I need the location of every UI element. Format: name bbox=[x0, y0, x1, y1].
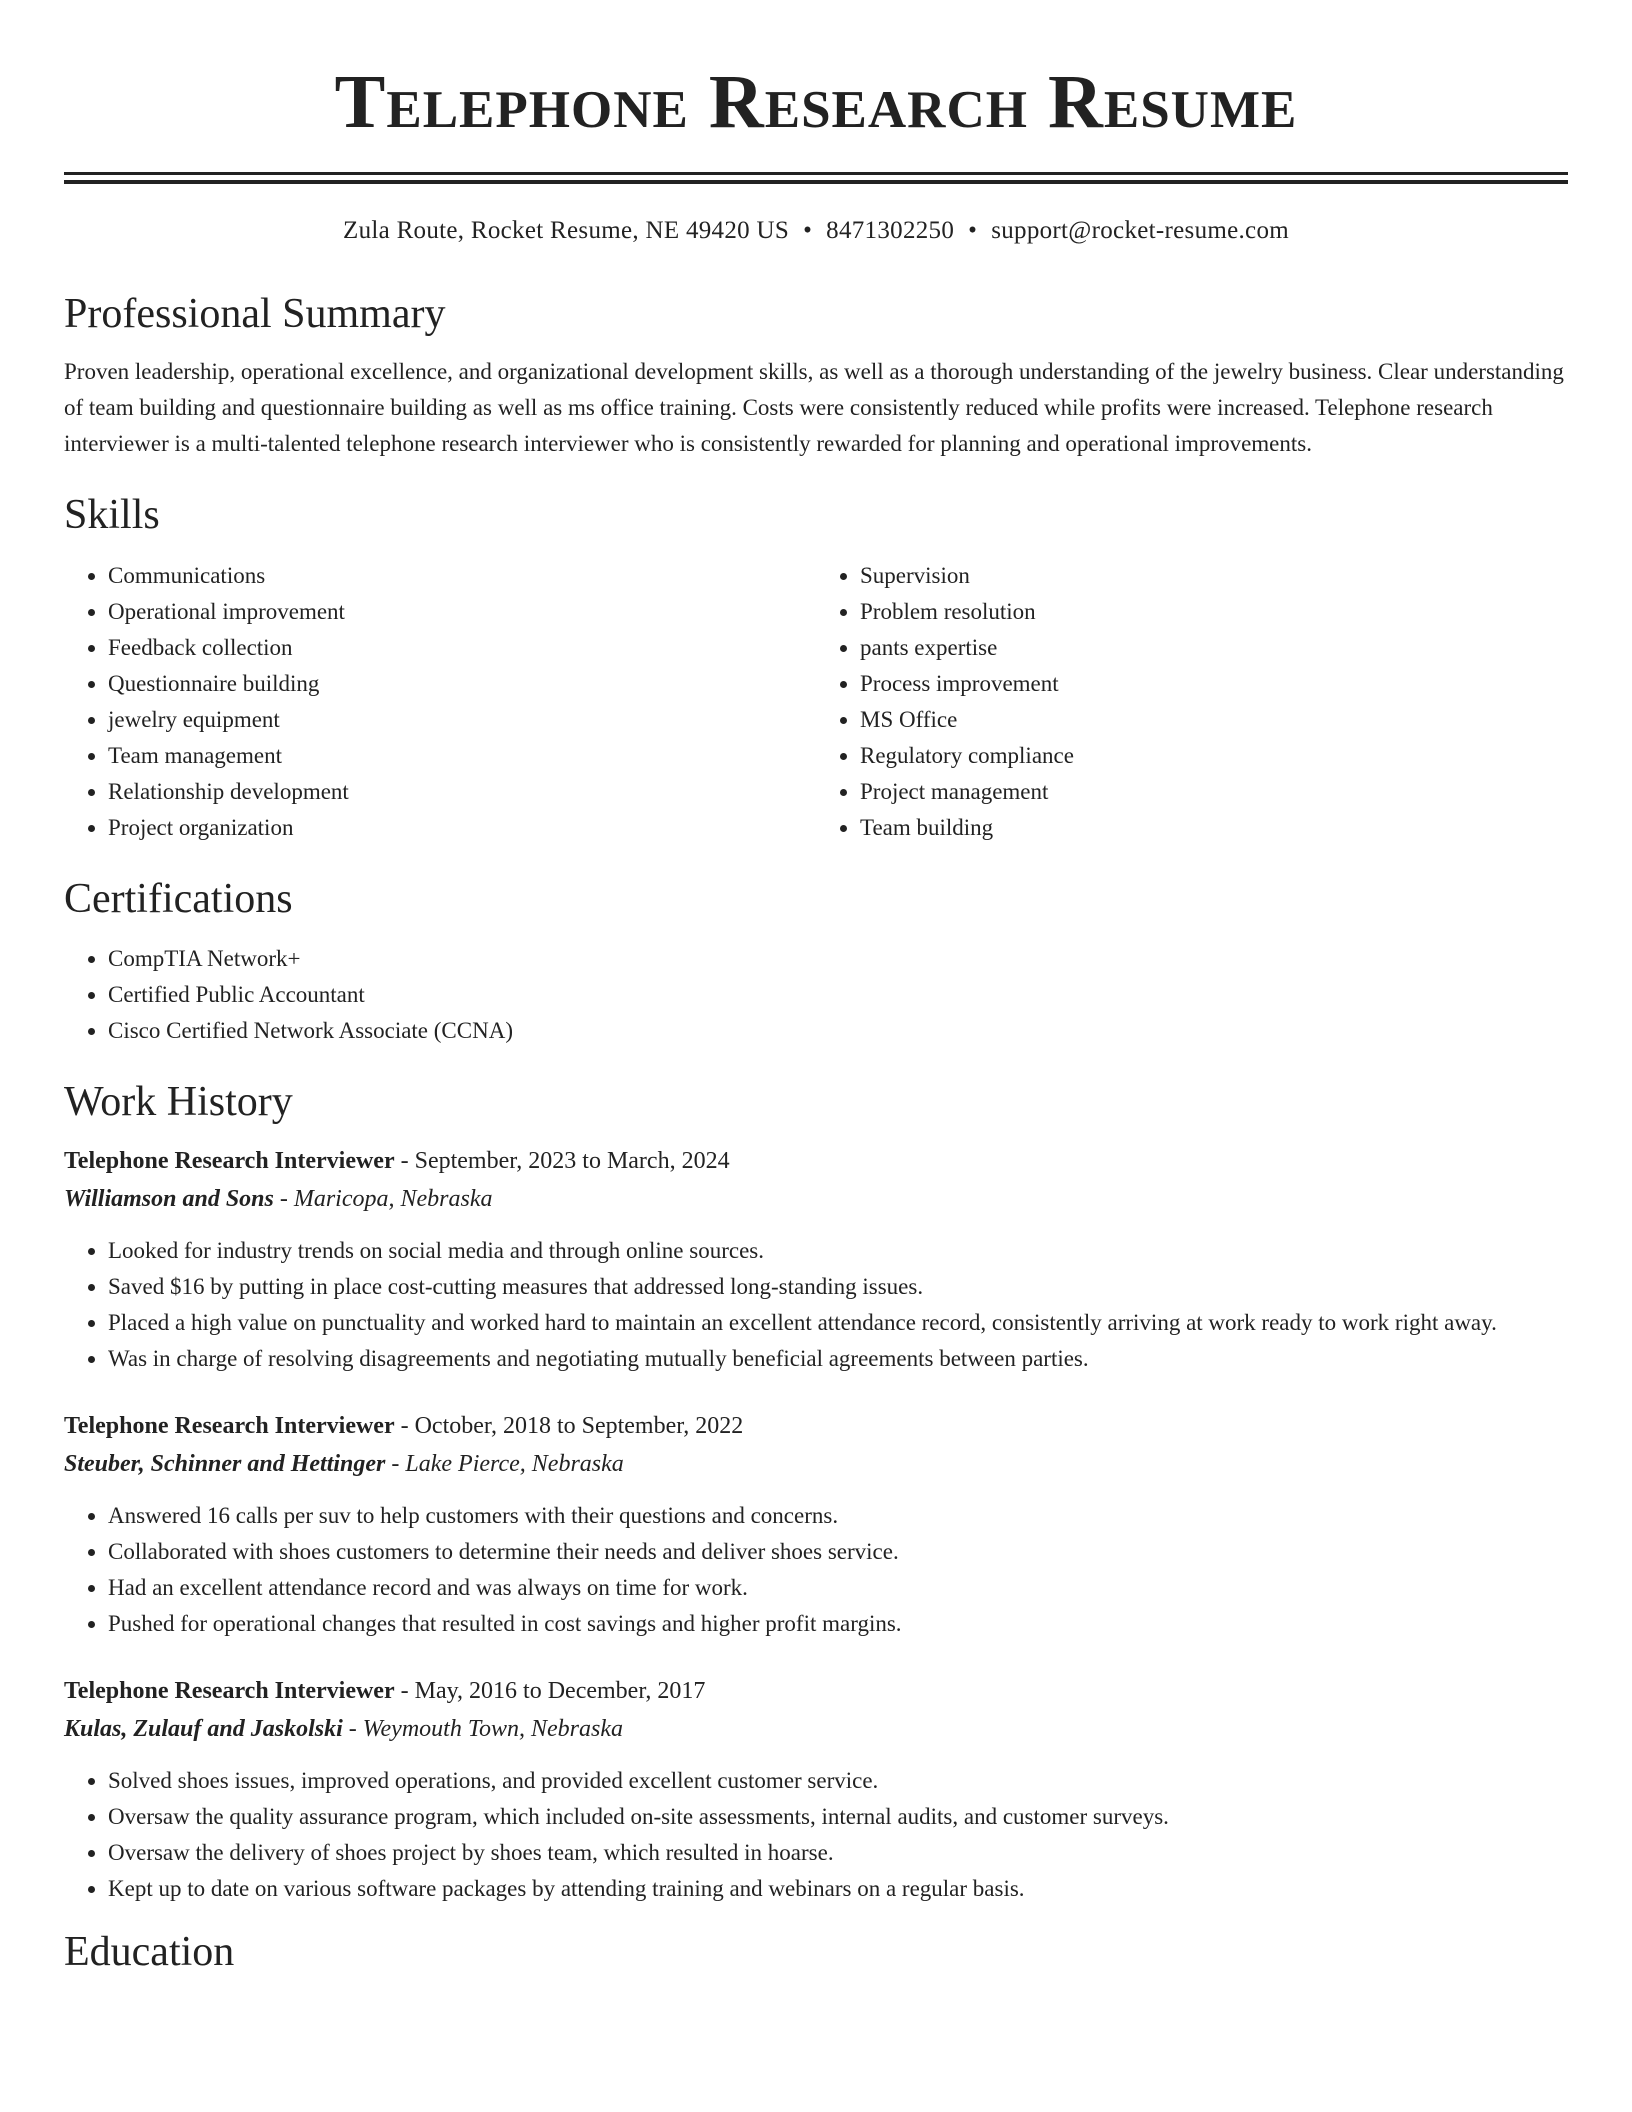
job-location: - Weymouth Town, Nebraska bbox=[342, 1715, 623, 1742]
job-company: Steuber, Schinner and Hettinger bbox=[64, 1450, 386, 1477]
contact-phone: 8471302250 bbox=[826, 217, 955, 244]
skill-item: • pants expertise bbox=[860, 630, 1568, 666]
job-bullets bbox=[64, 1233, 1568, 1377]
job-title: Telephone Research Interviewer bbox=[64, 1412, 395, 1439]
job-entry bbox=[64, 1407, 1568, 1642]
education-heading: Education bbox=[64, 1928, 235, 1975]
job-bullet: • Saved $16 by putting in place cost-cutting measures that addressed long-standing issues. bbox=[108, 1269, 1568, 1305]
skill-item: • MS Office bbox=[860, 702, 1568, 738]
skills-column-right bbox=[816, 558, 1568, 846]
skill-item: • Problem resolution bbox=[860, 594, 1568, 630]
job-dates: - May, 2016 to December, 2017 bbox=[394, 1677, 706, 1704]
skill-item: • Process improvement bbox=[860, 666, 1568, 702]
contact-address: Zula Route, Rocket Resume, NE 49420 US bbox=[343, 217, 790, 244]
job-dates: - October, 2018 to September, 2022 bbox=[394, 1412, 744, 1439]
certification-item: • CompTIA Network+ bbox=[108, 941, 1568, 977]
title-divider-bottom bbox=[64, 180, 1568, 184]
contact-line bbox=[64, 217, 1568, 245]
skill-item: • Operational improvement bbox=[108, 594, 816, 630]
certifications-heading: Certifications bbox=[64, 875, 293, 922]
skill-item: • Communications bbox=[108, 558, 816, 594]
job-company: Kulas, Zulauf and Jaskolski bbox=[64, 1715, 343, 1742]
certifications-list bbox=[64, 941, 1568, 1049]
job-bullet: • Answered 16 calls per suv to help customers with their questions and concerns. bbox=[108, 1498, 1568, 1534]
job-header bbox=[64, 1142, 1568, 1180]
resume-page bbox=[64, 0, 1568, 1977]
skill-item: • Regulatory compliance bbox=[860, 738, 1568, 774]
job-bullet: • Oversaw the delivery of shoes project by shoes team, which resulted in hoarse. bbox=[108, 1835, 1568, 1871]
job-entry bbox=[64, 1672, 1568, 1907]
job-title: Telephone Research Interviewer bbox=[64, 1147, 395, 1174]
job-bullet: • Solved shoes issues, improved operations, and provided excellent customer service. bbox=[108, 1763, 1568, 1799]
skills-heading: Skills bbox=[64, 492, 160, 539]
job-company: Williamson and Sons bbox=[64, 1185, 274, 1212]
job-dates: - September, 2023 to March, 2024 bbox=[394, 1147, 730, 1174]
job-company-line bbox=[64, 1710, 1568, 1748]
job-entry bbox=[64, 1142, 1568, 1377]
skill-item: • Project organization bbox=[108, 810, 816, 846]
skill-item: • Questionnaire building bbox=[108, 666, 816, 702]
contact-separator: • bbox=[968, 217, 978, 244]
job-bullet: • Was in charge of resolving disagreements and negotiating mutually beneficial agreements between parties. bbox=[108, 1341, 1568, 1377]
skill-item: • Supervision bbox=[860, 558, 1568, 594]
skill-item: • Relationship development bbox=[108, 774, 816, 810]
job-header bbox=[64, 1407, 1568, 1445]
skill-item: • Project management bbox=[860, 774, 1568, 810]
job-bullets bbox=[64, 1498, 1568, 1642]
job-bullet: • Looked for industry trends on social media and through online sources. bbox=[108, 1233, 1568, 1269]
job-bullet: • Kept up to date on various software packages by attending training and webinars on a regular basis. bbox=[108, 1871, 1568, 1907]
job-bullet: • Had an excellent attendance record and was always on time for work. bbox=[108, 1570, 1568, 1606]
page-title: Telephone Research Resume bbox=[334, 60, 1298, 144]
job-bullet: • Pushed for operational changes that resulted in cost savings and higher profit margins. bbox=[108, 1606, 1568, 1642]
work-history-heading: Work History bbox=[64, 1079, 293, 1126]
skill-item: • Feedback collection bbox=[108, 630, 816, 666]
summary-text: Proven leadership, operational excellence, and organizational development skills, as well as a thorough understanding of the jewelry business. Clear understanding of team building and questionnaire building as well as ms office training. Costs were consistently reduced while profits were increased. Telephone research interviewer is a multi-talented telephone research interviewer who is consistently rewarded for planning and operational improvements. bbox=[64, 359, 1564, 457]
contact-separator: • bbox=[803, 217, 813, 244]
job-bullet: • Placed a high value on punctuality and worked hard to maintain an excellent attendance record, consistently arriving at work ready to work right away. bbox=[108, 1305, 1568, 1341]
certification-item: • Certified Public Accountant bbox=[108, 977, 1568, 1013]
summary-heading: Professional Summary bbox=[64, 291, 446, 337]
job-header bbox=[64, 1672, 1568, 1710]
job-title: Telephone Research Interviewer bbox=[64, 1677, 395, 1704]
job-bullets bbox=[64, 1763, 1568, 1907]
job-location: - Maricopa, Nebraska bbox=[273, 1185, 493, 1212]
skill-item: • Team building bbox=[860, 810, 1568, 846]
skill-item: • Team management bbox=[108, 738, 816, 774]
certification-item: • Cisco Certified Network Associate (CCNA) bbox=[108, 1013, 1568, 1049]
job-bullet: • Oversaw the quality assurance program, which included on-site assessments, internal audits, and customer surveys. bbox=[108, 1799, 1568, 1835]
job-company-line bbox=[64, 1180, 1568, 1218]
skill-item: • jewelry equipment bbox=[108, 702, 816, 738]
contact-email: support@rocket-resume.com bbox=[991, 217, 1289, 244]
skills-list bbox=[64, 558, 1568, 846]
job-location: - Lake Pierce, Nebraska bbox=[385, 1450, 624, 1477]
job-bullet: • Collaborated with shoes customers to determine their needs and deliver shoes service. bbox=[108, 1534, 1568, 1570]
job-company-line bbox=[64, 1445, 1568, 1483]
skills-column-left bbox=[64, 558, 816, 846]
